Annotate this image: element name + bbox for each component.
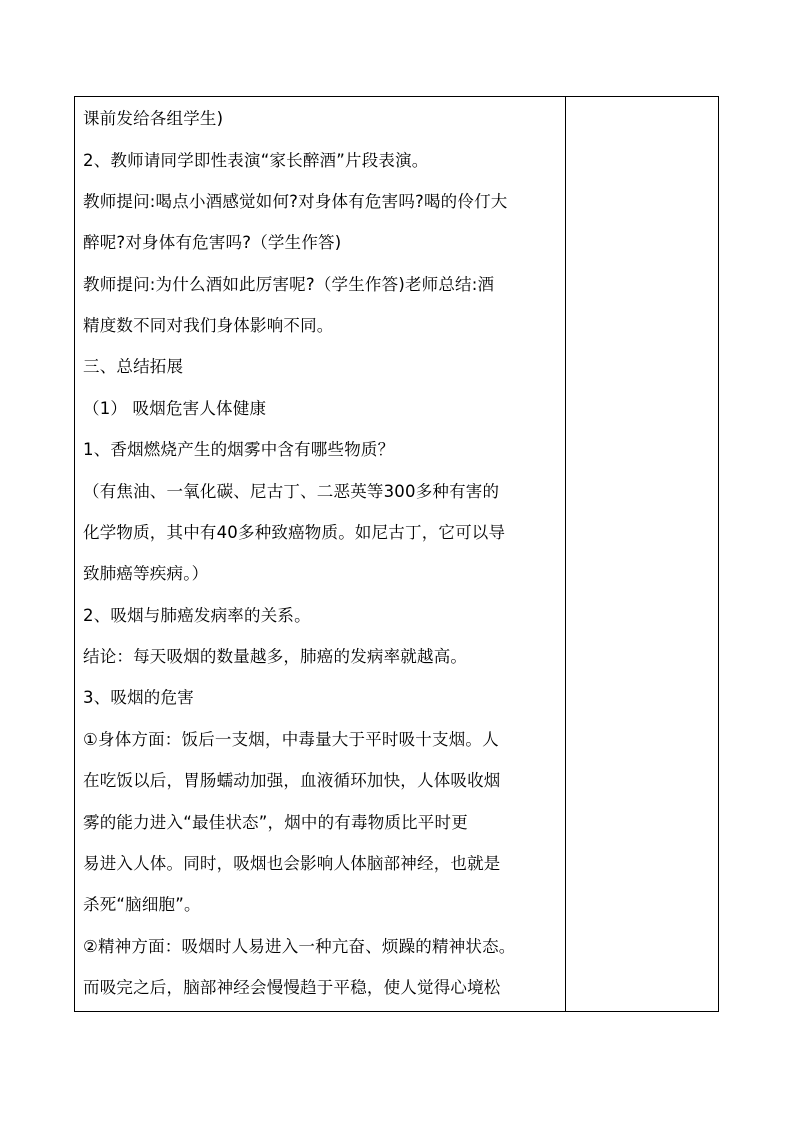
- text-line: 醉呢?对身体有危害吗?（学生作答): [83, 233, 342, 252]
- text-line: 教师提问:喝点小酒感觉如何?对身体有危害吗?喝的伶仃大: [83, 192, 508, 211]
- text-line: 杀死“脑细胞”。: [83, 895, 201, 914]
- notes-cell: [566, 97, 718, 1011]
- text-line: （有焦油、一氧化碳、尼古丁、二恶英等300多种有害的: [83, 482, 500, 501]
- text-line: 课前发给各组学生): [83, 109, 224, 128]
- text-line: 易进入人体。同时，吸烟也会影响人体脑部神经，也就是: [83, 854, 501, 873]
- text-line: 致肺癌等疾病。）: [83, 564, 209, 583]
- text-line: 精度数不同对我们身体影响不同。: [83, 316, 334, 335]
- lesson-table: [74, 96, 719, 1012]
- text-line: ②精神方面：吸烟时人易进入一种亢奋、烦躁的精神状态。: [83, 937, 516, 956]
- text-line: 2、吸烟与肺癌发病率的关系。: [83, 606, 311, 625]
- text-line: 教师提问:为什么酒如此厉害呢?（学生作答)老师总结:酒: [83, 275, 495, 294]
- text-line: 而吸完之后，脑部神经会慢慢趋于平稳，使人觉得心境松: [83, 978, 501, 997]
- text-line: 1、香烟燃烧产生的烟雾中含有哪些物质？: [83, 440, 395, 459]
- text-line: ①身体方面：饭后一支烟，中毒量大于平时吸十支烟。人: [83, 730, 499, 749]
- text-line: 3、吸烟的危害: [83, 688, 194, 707]
- text-line: 雾的能力进入“最佳状态”，烟中的有毒物质比平时更: [83, 813, 468, 832]
- text-line: 2、教师请同学即性表演“家长醉酒”片段表演。: [83, 151, 429, 170]
- subsection-heading: （1） 吸烟危害人体健康: [83, 399, 267, 418]
- text-line: 化学物质，其中有40多种致癌物质。如尼古丁，它可以导: [83, 523, 506, 542]
- text-line: 在吃饭以后，胃肠蠕动加强，血液循环加快，人体吸收烟: [83, 771, 501, 790]
- text-line: 结论：每天吸烟的数量越多，肺癌的发病率就越高。: [83, 647, 468, 666]
- section-heading: 三、总结拓展: [83, 357, 184, 376]
